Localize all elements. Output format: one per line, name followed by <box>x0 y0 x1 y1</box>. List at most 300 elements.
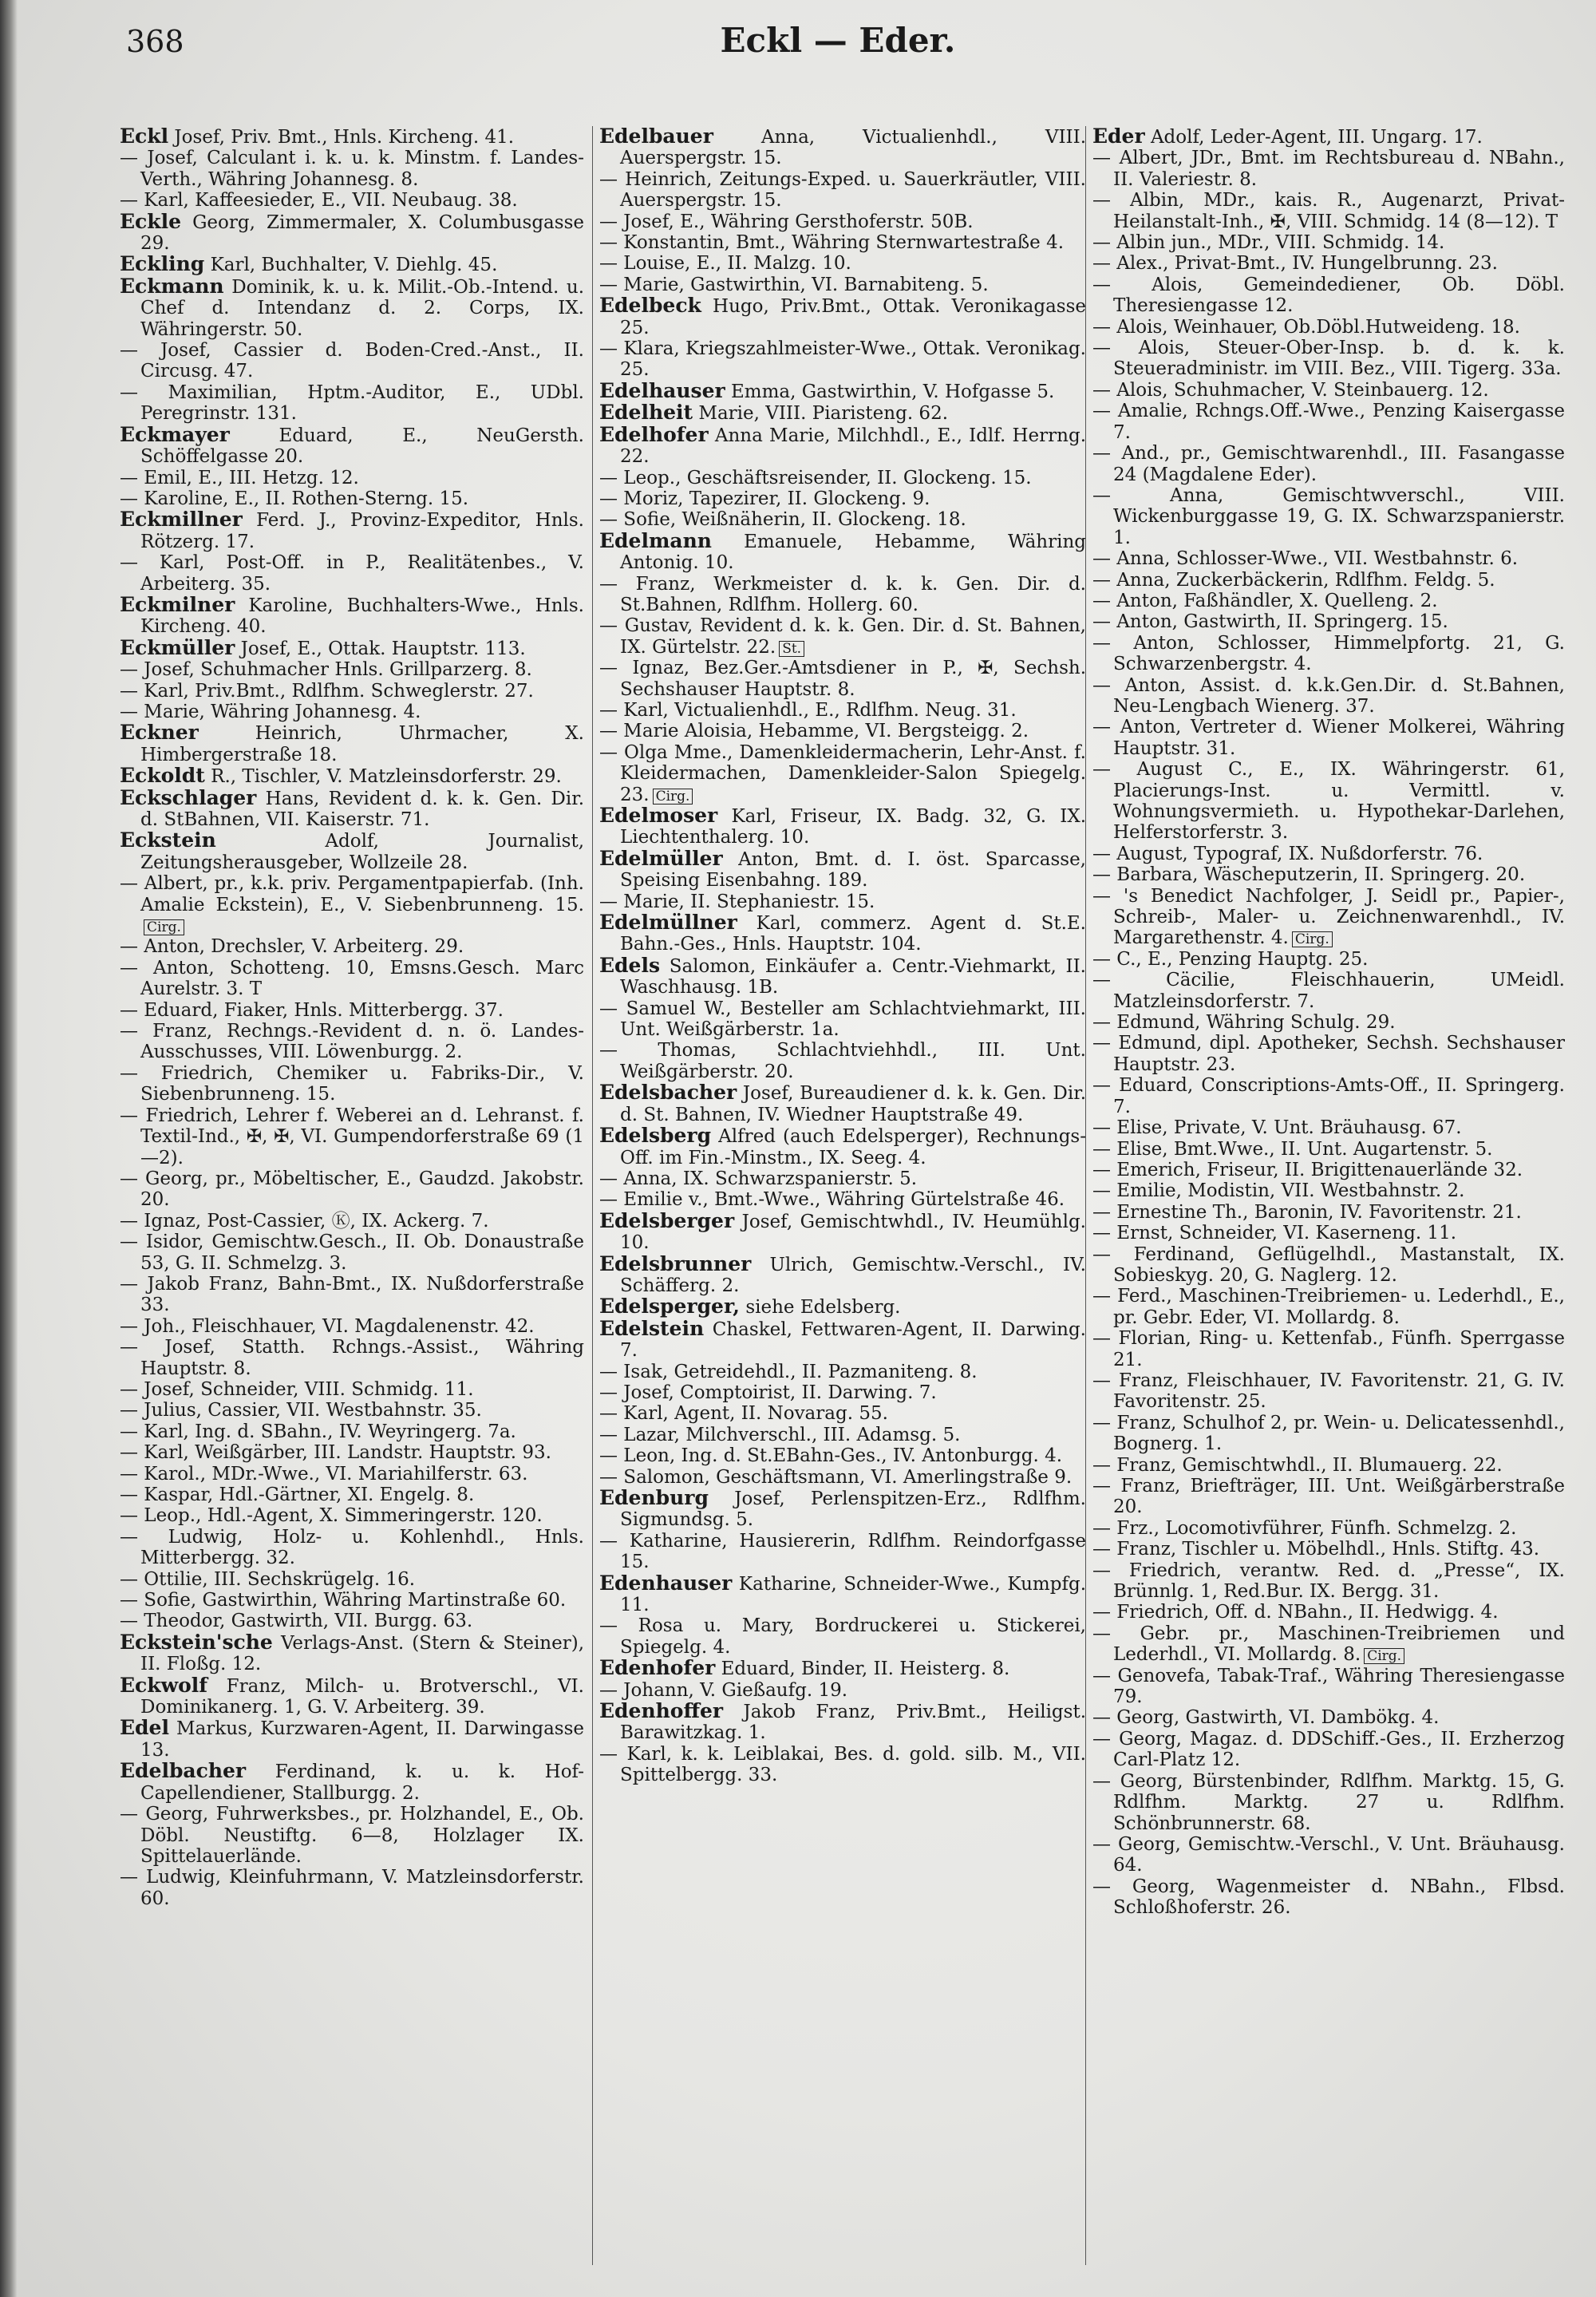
entry-text: — Salomon, Geschäftsmann, VI. Amerlingstraße 9. <box>599 1466 1073 1488</box>
entry-surname: Eckschlager <box>120 785 257 809</box>
directory-entry <box>120 1021 584 1063</box>
entry-text: R., Tischler, V. Matzleinsdorferstr. 29. <box>211 766 562 788</box>
directory-entry <box>599 1403 1086 1424</box>
directory-entry <box>120 1804 584 1867</box>
directory-entry <box>599 1382 1086 1403</box>
entry-surname: Eckle <box>120 209 182 233</box>
directory-entry <box>1092 844 1565 864</box>
directory-entry <box>120 1611 584 1631</box>
entry-text: — Kaspar, Hdl.-Gärtner, XI. Engelg. 8. <box>120 1485 475 1505</box>
directory-entry <box>120 509 584 552</box>
entry-surname: Eckwolf <box>120 1673 208 1697</box>
entry-text: — Karl, Victualienhdl., E., Rdlfhm. Neug. 31. <box>599 699 1017 721</box>
entry-text: Karl, Buchhalter, V. Diehlg. 45. <box>210 255 498 276</box>
entry-text: — Eduard, Conscriptions-Amts-Off., II. Springerg. 7. <box>1092 1075 1565 1117</box>
directory-entry <box>1092 1476 1565 1518</box>
entry-text: Adolf, Journalist, Zeitungsherausgeber, Wollzeile 28. <box>140 831 584 873</box>
entry-text: — Josef, Schneider, VIII. Schmidg. 11. <box>120 1378 474 1400</box>
directory-entry <box>1092 148 1565 190</box>
entry-text: — Joh., Fleischhauer, VI. Magdalenenstr. 42. <box>120 1315 535 1337</box>
entry-text: — Maximilian, Hptm.-Auditor, E., UDbl. Peregrinstr. 131. <box>120 382 584 425</box>
entry-surname: Edelmoser <box>599 804 718 827</box>
entry-surname: Edelhofer <box>599 422 709 446</box>
entry-text: — Isidor, Gemischtw.Gesch., II. Ob. Donaustraße 53, G. II. Schmelzg. 3. <box>120 1232 584 1274</box>
directory-entry <box>120 1232 584 1274</box>
directory-entry <box>599 422 1086 468</box>
directory-entry <box>599 658 1086 700</box>
directory-entry <box>1092 1160 1565 1180</box>
entry-text: Josef, Gemischtwhdl., IV. Heumühlg. 10. <box>620 1211 1086 1254</box>
directory-entry <box>120 1867 584 1909</box>
directory-entry <box>599 488 1086 509</box>
entry-surname: Eckner <box>120 721 199 745</box>
directory-entry <box>120 1442 584 1463</box>
directory-entry <box>1092 1602 1565 1623</box>
directory-entry <box>120 1105 584 1168</box>
directory-entry <box>120 340 584 382</box>
directory-entry <box>120 765 584 787</box>
entry-text: — Karl, Weißgärber, III. Landstr. Hauptstr. 93. <box>120 1442 551 1464</box>
entry-text: — And., pr., Gemischtwarenhdl., III. Fasangasse 24 (Magdalene Eder). <box>1092 443 1565 485</box>
entry-text: — Rosa u. Mary, Bordruckerei u. Stickerei, Spiegelg. 4. <box>599 1615 1086 1658</box>
directory-entry <box>1092 1180 1565 1201</box>
entry-text: Josef, Perlenspitzen-Erz., Rdlfhm. Sigmundsg. 5. <box>620 1489 1086 1531</box>
directory-entry <box>599 1296 1086 1318</box>
page-number: 368 <box>126 24 184 59</box>
directory-entry <box>1092 1876 1565 1919</box>
directory-entry <box>599 169 1086 212</box>
entry-text: — Franz, Gemischtwhdl., II. Blumauerg. 22. <box>1092 1454 1503 1476</box>
directory-entry <box>1092 591 1565 611</box>
entry-text: — Cäcilie, Fleischhauerin, UMeidl. Matzleinsdorferstr. 7. <box>1092 970 1565 1012</box>
entry-text: — Leop., Hdl.-Agent, X. Simmeringerstr. 120. <box>120 1505 543 1527</box>
directory-entry <box>1092 1286 1565 1328</box>
directory-entry <box>1092 1455 1565 1476</box>
entry-surname: Eckstein'sche <box>120 1630 273 1654</box>
directory-entry <box>1092 1202 1565 1223</box>
directory-entry <box>599 998 1086 1041</box>
directory-entry <box>599 1082 1086 1125</box>
entry-surname: Eckstein <box>120 828 216 852</box>
entry-surname: Edenhofer <box>599 1656 716 1680</box>
directory-entry <box>120 148 584 190</box>
directory-entry <box>1092 1560 1565 1603</box>
directory-entry <box>120 635 584 659</box>
entry-text: — Edmund, dipl. Apotheker, Sechsh. Sechshauser Hauptstr. 23. <box>1092 1033 1565 1075</box>
directory-entry <box>1092 1413 1565 1455</box>
entry-surname: Eckl <box>120 125 169 148</box>
directory-entry <box>1092 717 1565 759</box>
directory-entry <box>120 873 584 936</box>
directory-entry <box>120 958 584 1000</box>
entry-text: — Georg, Bürstenbinder, Rdlfhm. Marktg. 15, G. Rdlfhm. Marktg. 27 u. Rdlfhm. Schönbrunnerstr. 68. <box>1092 1770 1565 1834</box>
directory-entry <box>1092 1707 1565 1728</box>
entry-text: — Alex., Privat-Bmt., IV. Hungelbrunng. 23. <box>1092 253 1498 275</box>
entry-text: — Georg, Gemischtw.-Verschl., V. Unt. Bräuhausg. 64. <box>1092 1833 1565 1876</box>
entry-surname: Eckmayer <box>120 422 230 446</box>
entry-text: Karl, commerz. Agent d. St.E. Bahn.-Ges., Hnls. Hauptstr. 104. <box>620 913 1086 955</box>
entry-text: Ferd. J., Provinz-Expeditor, Hnls. Rötzerg. 17. <box>140 510 584 552</box>
directory-entry <box>599 1445 1086 1466</box>
entry-text: Hans, Revident d. k. k. Gen. Dir. d. StBahnen, VII. Kaiserstr. 71. <box>140 788 585 830</box>
directory-entry <box>120 126 584 148</box>
entry-text: — Leop., Geschäftsreisender, II. Glockeng. 15. <box>599 467 1032 488</box>
entry-text: — Franz, Werkmeister d. k. k. Gen. Dir. d. St.Bahnen, Rdlfhm. Hollerg. 60. <box>599 573 1086 615</box>
entry-text: — Karl, Post-Off. in P., Realitätenbes., V. Arbeiterg. 35. <box>120 552 584 595</box>
entry-text: — Georg, pr., Möbeltischer, E., Gaudzd. Jakobstr. 20. <box>120 1168 584 1211</box>
directory-entry <box>599 232 1086 253</box>
directory-entry <box>599 1615 1086 1658</box>
entry-text: — Sofie, Weißnäherin, II. Glockeng. 18. <box>599 509 966 531</box>
entry-text: — C., E., Penzing Hauptg. 25. <box>1092 948 1369 970</box>
directory-entry <box>1092 380 1565 401</box>
directory-entry <box>1092 1518 1565 1539</box>
entry-text: — Georg, Magaz. d. DDSchiff.-Ges., II. Erzherzog Carl-Platz 12. <box>1092 1728 1565 1771</box>
directory-entry <box>120 659 584 680</box>
entry-text: Salomon, Einkäufer a. Centr.-Viehmarkt, II. Waschhausg. 1B. <box>620 955 1086 998</box>
directory-entry <box>120 209 584 255</box>
entry-surname: Eckling <box>120 252 205 276</box>
entry-text: Eduard, E., NeuGersth. Schöffelgasse 20. <box>140 425 584 468</box>
entry-text: — Anton, Assist. d. k.k.Gen.Dir. d. St.Bahnen, Neu-Lengbach Wienerg. 37. <box>1092 674 1565 717</box>
entry-text: — Emilie v., Bmt.-Wwe., Währing Gürtelstraße 46. <box>599 1189 1065 1211</box>
entry-text: — Louise, E., II. Malzg. 10. <box>599 253 851 275</box>
entry-surname: Edenhoffer <box>599 1699 724 1723</box>
entry-text: — Konstantin, Bmt., Währing Sternwartestraße 4. <box>599 232 1065 254</box>
entry-text: — Anna, Gemischtwverschl., VIII. Wickenburggasse 19, G. IX. Schwarzspanierstr. 1. <box>1092 484 1565 548</box>
entry-text: Karoline, Buchhalters-Wwe., Hnls. Kircheng. 40. <box>140 595 584 638</box>
directory-entry <box>1092 485 1565 548</box>
entry-badge: Cirg. <box>653 789 693 805</box>
directory-entry <box>1092 190 1565 232</box>
entry-text: Josef, Priv. Bmt., Hnls. Kircheng. 41. <box>174 127 515 148</box>
entry-text: — Alois, Schuhmacher, V. Steinbauerg. 12. <box>1092 379 1489 401</box>
entry-text: — Jakob Franz, Bahn-Bmt., IX. Nußdorferstraße 33. <box>120 1273 584 1316</box>
entry-text: — Georg, Wagenmeister d. NBahn., Flbsd. Schloßhoferstr. 26. <box>1092 1876 1565 1919</box>
entry-text: — Anton, Schotteng. 10, Emsns.Gesch. Marc Aurelstr. 3. T <box>120 957 584 1000</box>
entry-text: — Leon, Ing. d. St.EBahn-Ges., IV. Antonburgg. 4. <box>599 1445 1063 1467</box>
entry-text: siehe Edelsberg. <box>745 1297 901 1319</box>
directory-entry <box>120 1168 584 1211</box>
directory-entry <box>1092 1139 1565 1160</box>
directory-entry <box>120 382 584 425</box>
directory-entry <box>120 1632 584 1675</box>
directory-entry <box>599 212 1086 232</box>
entry-text: — Theodor, Gastwirth, VII. Burgg. 63. <box>120 1611 473 1632</box>
entry-text: — Marie, Währing Johannesg. 4. <box>120 701 421 722</box>
directory-entry <box>120 681 584 702</box>
entry-text: — Marie, Gastwirthin, VI. Barnabiteng. 5. <box>599 274 989 295</box>
directory-entry <box>599 1744 1086 1786</box>
directory-entry <box>1092 1834 1565 1876</box>
directory-entry <box>120 1590 584 1611</box>
directory-entry <box>599 1701 1086 1744</box>
directory-entry <box>120 1337 584 1379</box>
entry-badge: St. <box>779 641 804 657</box>
entry-text: — Samuel W., Besteller am Schlachtviehmarkt, III. Unt. Weißgärberstr. 1a. <box>599 998 1086 1041</box>
directory-entry <box>120 1063 584 1105</box>
directory-entry <box>1092 1771 1565 1834</box>
entry-text: — Albin jun., MDr., VIII. Schmidg. 14. <box>1092 232 1445 254</box>
directory-entry <box>1092 1117 1565 1138</box>
entry-text: — Albert, pr., k.k. priv. Pergamentpapierfab. (Inh. Amalie Eckstein), E., V. Siebenbrunneng. 15. <box>120 873 584 915</box>
entry-surname: Edenhauser <box>599 1571 733 1595</box>
directory-entry <box>599 892 1086 912</box>
directory-entry <box>120 1527 584 1569</box>
directory-entry <box>120 468 584 488</box>
entry-text: Adolf, Leder-Agent, III. Ungarg. 17. <box>1150 127 1483 148</box>
directory-entry <box>599 1425 1086 1445</box>
directory-entry <box>1092 1328 1565 1370</box>
directory-entry <box>1092 1223 1565 1243</box>
directory-entry <box>599 1467 1086 1488</box>
directory-entry <box>120 422 584 468</box>
directory-entry <box>1092 1623 1565 1666</box>
directory-column-3 <box>1085 126 1565 2265</box>
directory-entry <box>120 1569 584 1590</box>
directory-entry <box>120 1505 584 1526</box>
entry-text: Hugo, Priv.Bmt., Ottak. Veronikagasse 25. <box>620 296 1087 338</box>
entry-text: Josef, Bureaudiener d. k. k. Gen. Dir. d. St. Bahnen, IV. Wiedner Hauptstraße 49. <box>620 1083 1087 1125</box>
entry-surname: Edelbeck <box>599 294 701 318</box>
entry-surname: Eckmillner <box>120 508 243 532</box>
directory-entry <box>120 1485 584 1505</box>
directory-entry <box>1092 317 1565 338</box>
entry-text: — Albin, MDr., kais. R., Augenarzt, Privat-Heilanstalt-Inh., ✠, VIII. Schmidg. 14 (8—12). T <box>1092 190 1565 232</box>
entry-text: Dominik, k. u. k. Milit.-Ob.-Intend. u. Chef d. Intendanz d. 2. Corps, IX. Währingerstr. 50. <box>140 276 585 340</box>
directory-entry <box>120 552 584 595</box>
entry-text: — Karoline, E., II. Rothen-Sterng. 15. <box>120 488 469 509</box>
entry-text: — Marie, II. Stephaniestr. 15. <box>599 891 875 912</box>
directory-entry <box>599 742 1086 805</box>
directory-entry <box>599 574 1086 616</box>
directory-column-1 <box>120 126 584 1909</box>
directory-entry <box>120 1761 584 1804</box>
directory-entry <box>599 805 1086 848</box>
directory-entry <box>1092 548 1565 569</box>
entry-text: — August, Typograf, IX. Nußdorferstr. 76. <box>1092 843 1483 864</box>
entry-text: — Josef, Schuhmacher Hnls. Grillparzerg. 8. <box>120 659 532 681</box>
directory-entry <box>599 126 1086 169</box>
entry-text: — Anton, Faßhändler, X. Quelleng. 2. <box>1092 590 1438 611</box>
directory-entry <box>599 378 1086 402</box>
entry-surname: Edels <box>599 953 661 977</box>
directory-entry <box>120 830 584 873</box>
directory-entry <box>599 1531 1086 1573</box>
directory-entry <box>120 190 584 211</box>
entry-surname: Edelsberger <box>599 1208 735 1232</box>
entry-text: — Ludwig, Kleinfuhrmann, V. Matzleinsdorferstr. 60. <box>120 1867 584 1909</box>
entry-text: Emanuele, Hebamme, Währing Antonig. 10. <box>620 531 1086 574</box>
entry-text: Anna Marie, Milchhdl., E., Idlf. Herrng. 22. <box>620 425 1086 468</box>
entry-text: — Anna, Zuckerbäckerin, Rdlfhm. Feldg. 5. <box>1092 569 1495 591</box>
entry-text: — Ernestine Th., Baronin, IV. Favoritenstr. 21. <box>1092 1201 1522 1223</box>
entry-text: Franz, Milch- u. Brotverschl., VI. Dominikanerg. 1, G. V. Arbeiterg. 39. <box>140 1675 584 1718</box>
entry-text: Ferdinand, k. u. k. Hof-Capellendiener, Stallburgg. 2. <box>140 1761 585 1804</box>
directory-entry <box>120 488 584 509</box>
scan-binding-edge <box>0 0 18 2297</box>
entry-text: — Alois, Weinhauer, Ob.Döbl.Hutweideng. 18. <box>1092 316 1520 338</box>
entry-surname: Eckmüller <box>120 635 235 659</box>
entry-text: — Josef, E., Währing Gersthoferstr. 50B. <box>599 211 974 232</box>
entry-surname: Edelbacher <box>120 1759 247 1783</box>
entry-text: — Franz, Schulhof 2, pr. Wein- u. Delicatessenhdl., Bognerg. 1. <box>1092 1412 1565 1455</box>
entry-text: Ulrich, Gemischtw.-Verschl., IV. Schäfferg. 2. <box>620 1254 1086 1296</box>
entry-text: — Moriz, Tapezirer, II. Glockeng. 9. <box>599 488 930 509</box>
directory-entry <box>599 1168 1086 1189</box>
entry-text: — Ignaz, Post-Cassier, Ⓚ, IX. Ackerg. 7. <box>120 1210 489 1232</box>
entry-text: — Ludwig, Holz- u. Kohlenhdl., Hnls. Mitterbergg. 32. <box>120 1526 584 1569</box>
entry-surname: Edenburg <box>599 1486 709 1509</box>
entry-text: — Friedrich, Off. d. NBahn., II. Hedwigg. 4. <box>1092 1602 1499 1623</box>
directory-entry <box>1092 275 1565 317</box>
directory-entry <box>120 1421 584 1442</box>
directory-entry <box>599 1189 1086 1210</box>
entry-text: — Albert, JDr., Bmt. im Rechtsbureau d. NBahn., II. Valeriestr. 8. <box>1092 148 1565 190</box>
entry-text: — Gustav, Revident d. k. k. Gen. Dir. d. St. Bahnen, IX. Gürtelstr. 22. <box>599 615 1086 658</box>
entry-text: — Anton, Schlosser, Himmelpfortg. 21, G. Schwarzenbergstr. 4. <box>1092 632 1565 675</box>
directory-entry <box>599 721 1086 741</box>
directory-entry <box>599 402 1086 424</box>
entry-text: — Karl, Priv.Bmt., Rdlfhm. Schweglerstr. 27. <box>120 680 534 702</box>
entry-surname: Edelhauser <box>599 378 725 402</box>
entry-text: — Karl, Agent, II. Novarag. 55. <box>599 1403 888 1425</box>
entry-surname: Edelsperger, <box>599 1295 741 1319</box>
entry-text: — Florian, Ring- u. Kettenfab., Fünfh. Sperrgasse 21. <box>1092 1328 1565 1370</box>
directory-entry <box>120 702 584 722</box>
entry-surname: Edelstein <box>599 1316 705 1340</box>
directory-entry <box>599 1488 1086 1531</box>
entry-text: — Gebr. pr., Maschinen-Treibriemen und Lederhdl., VI. Mollardg. 8. <box>1092 1623 1565 1666</box>
directory-entry <box>599 253 1086 274</box>
directory-entry <box>1092 1075 1565 1117</box>
entry-text: — Elise, Bmt.Wwe., II. Unt. Augartenstr. 5. <box>1092 1138 1493 1160</box>
directory-entry <box>599 1125 1086 1168</box>
directory-entry <box>120 1718 584 1761</box>
entry-text: — Josef, Calculant i. k. u. k. Minstm. f. Landes-Verth., Währing Johannesg. 8. <box>120 148 584 190</box>
directory-entry <box>599 1251 1086 1297</box>
entry-badge: Cirg. <box>1364 1648 1404 1664</box>
directory-entry <box>1092 570 1565 591</box>
entry-text: — Ottilie, III. Sechskrügelg. 16. <box>120 1568 416 1590</box>
entry-text: Alfred (auch Edelsperger), Rechnungs-Off. im Fin.-Minstm., IX. Seeg. 4. <box>620 1126 1086 1168</box>
entry-text: — Georg, Fuhrwerksbes., pr. Holzhandel, E., Ob. Döbl. Neustiftg. 6—8, Holzlager IX. Spittelauerlände. <box>120 1804 584 1867</box>
entry-text: Eduard, Binder, II. Heisterg. 8. <box>721 1659 1010 1680</box>
directory-entry <box>599 955 1086 998</box>
entry-text: Georg, Zimmermaler, X. Columbusgasse 29. <box>140 212 584 255</box>
entry-surname: Eckoldt <box>120 764 205 788</box>
directory-entry <box>120 1400 584 1421</box>
directory-entry <box>120 276 584 340</box>
entry-badge: Cirg. <box>144 919 184 935</box>
directory-entry <box>120 254 584 275</box>
entry-text: — Georg, Gastwirth, VI. Dambökg. 4. <box>1092 1707 1440 1729</box>
directory-entry <box>599 468 1086 488</box>
entry-text: — Karl, Ing. d. SBahn., IV. Weyringerg. 7a. <box>120 1421 516 1442</box>
directory-entry <box>1092 633 1565 675</box>
directory-entry <box>1092 253 1565 274</box>
entry-text: — Amalie, Rchngs.Off.-Wwe., Penzing Kaisergasse 7. <box>1092 401 1565 443</box>
entry-surname: Eckmann <box>120 274 224 298</box>
directory-entry <box>599 1573 1086 1616</box>
directory-entry <box>120 785 585 831</box>
entry-surname: Edelsberg <box>599 1124 712 1148</box>
entry-text: — Josef, Statth. Rchngs.-Assist., Währing Hauptstr. 8. <box>120 1337 584 1379</box>
entry-text: Markus, Kurzwaren-Agent, II. Darwingasse 13. <box>140 1718 585 1761</box>
entry-text: — Josef, Comptoirist, II. Darwing. 7. <box>599 1382 937 1403</box>
entry-text: Emma, Gastwirthin, V. Hofgasse 5. <box>730 381 1055 402</box>
entry-text: — Anton, Vertreter d. Wiener Molkerei, Währing Hauptstr. 31. <box>1092 717 1565 759</box>
directory-entry <box>1092 970 1565 1012</box>
directory-entry <box>1092 949 1565 970</box>
directory-entry <box>120 1675 584 1718</box>
entry-surname: Eckmilner <box>120 592 235 616</box>
entry-text: — Karl, k. k. Leiblakai, Bes. d. gold. silb. M., VII. Spittelbergg. 33. <box>599 1743 1086 1786</box>
entry-text: — Anna, IX. Schwarzspanierstr. 5. <box>599 1168 918 1189</box>
directory-entry <box>599 848 1086 892</box>
directory-entry <box>599 528 1086 574</box>
entry-text: — Klara, Kriegszahlmeister-Wwe., Ottak. Veronikag. 25. <box>599 338 1086 381</box>
entry-text: — Sofie, Gastwirthin, Währing Martinstraße 60. <box>120 1590 567 1611</box>
entry-text: — Franz, Fleischhauer, IV. Favoritenstr. 21, G. IV. Favoritenstr. 25. <box>1092 1370 1565 1413</box>
directory-entry <box>120 1379 584 1400</box>
directory-entry <box>120 936 584 957</box>
entry-surname: Edelmann <box>599 528 712 552</box>
entry-surname: Edelsbrunner <box>599 1251 752 1275</box>
directory-entry <box>599 509 1086 530</box>
entry-text: — Thomas, Schlachtviehhdl., III. Unt. Weißgärberstr. 20. <box>599 1040 1086 1082</box>
directory-entry <box>599 1208 1086 1254</box>
entry-text: — August C., E., IX. Währingerstr. 61, Placierungs-Inst. u. Vermittl. v. Wohnungsvermieth. u. Hypothekar-Darlehen, Helferstorferstr. 3. <box>1092 759 1565 844</box>
directory-entry <box>1092 611 1565 632</box>
entry-text: — Friedrich, Lehrer f. Weberei an d. Lehranst. f. Textil-Ind., ✠, ✠, VI. Gumpendorferstraße 69 (1—2). <box>120 1105 584 1168</box>
entry-text: — Josef, Cassier d. Boden-Cred.-Anst., II. Circusg. 47. <box>120 340 584 382</box>
entry-text: — 's Benedict Nachfolger, J. Seidl pr., Papier-, Schreib-, Maler- u. Zeichnenwarenhdl., IV. Margarethenstr. 4. <box>1092 885 1565 949</box>
entry-text: — Frz., Locomotivführer, Fünfh. Schmelzg. 2. <box>1092 1517 1517 1539</box>
directory-entry <box>599 700 1086 721</box>
directory-entry <box>1092 759 1565 844</box>
entry-text: Anna, Victualienhdl., VIII. Auerspergstr. 15. <box>620 127 1087 169</box>
directory-entry <box>1092 1666 1565 1708</box>
entry-text: Marie, VIII. Piaristeng. 62. <box>698 403 949 425</box>
directory-entry <box>1092 675 1565 718</box>
entry-text: Anton, Bmt. d. I. öst. Sparcasse, Speising Eisenbahng. 189. <box>620 848 1086 892</box>
entry-text: — Lazar, Milchverschl., III. Adamsg. 5. <box>599 1424 961 1445</box>
entry-text: — Ferdinand, Geflügelhdl., Mastanstalt, IX. Sobieskyg. 20, G. Naglerg. 12. <box>1092 1243 1565 1286</box>
directory-entry <box>599 1658 1086 1679</box>
directory-entry <box>599 275 1086 295</box>
directory-entry <box>1092 1244 1565 1287</box>
entry-text: — Ignaz, Bez.Ger.-Amtsdiener in P., ✠, Sechsh. Sechshauser Hauptstr. 8. <box>599 658 1086 700</box>
directory-entry <box>120 1464 584 1485</box>
entry-text: Chaskel, Fettwaren-Agent, II. Darwing. 7. <box>620 1319 1086 1362</box>
entry-text: — Isak, Getreidehdl., II. Pazmaniteng. 8. <box>599 1361 978 1382</box>
directory-entry <box>599 295 1086 338</box>
entry-surname: Edel <box>120 1716 169 1740</box>
entry-text: Heinrich, Uhrmacher, X. Himbergerstraße 18. <box>140 723 584 765</box>
entry-text: — Anton, Drechsler, V. Arbeiterg. 29. <box>120 936 464 958</box>
entry-text: — Anton, Gastwirth, II. Springerg. 15. <box>1092 611 1448 633</box>
directory-entry <box>1092 443 1565 485</box>
directory-entry <box>1092 401 1565 443</box>
entry-surname: Edelheit <box>599 401 693 425</box>
entry-text: Verlags-Anst. (Stern & Steiner), II. Floßg. 12. <box>140 1632 584 1675</box>
directory-entry <box>120 1316 584 1337</box>
entry-surname: Edelbauer <box>599 125 713 148</box>
entry-text: — Barbara, Wäscheputzerin, II. Springerg. 20. <box>1092 864 1526 886</box>
entry-text: — Edmund, Währing Schulg. 29. <box>1092 1012 1396 1034</box>
directory-entry <box>1092 1370 1565 1413</box>
